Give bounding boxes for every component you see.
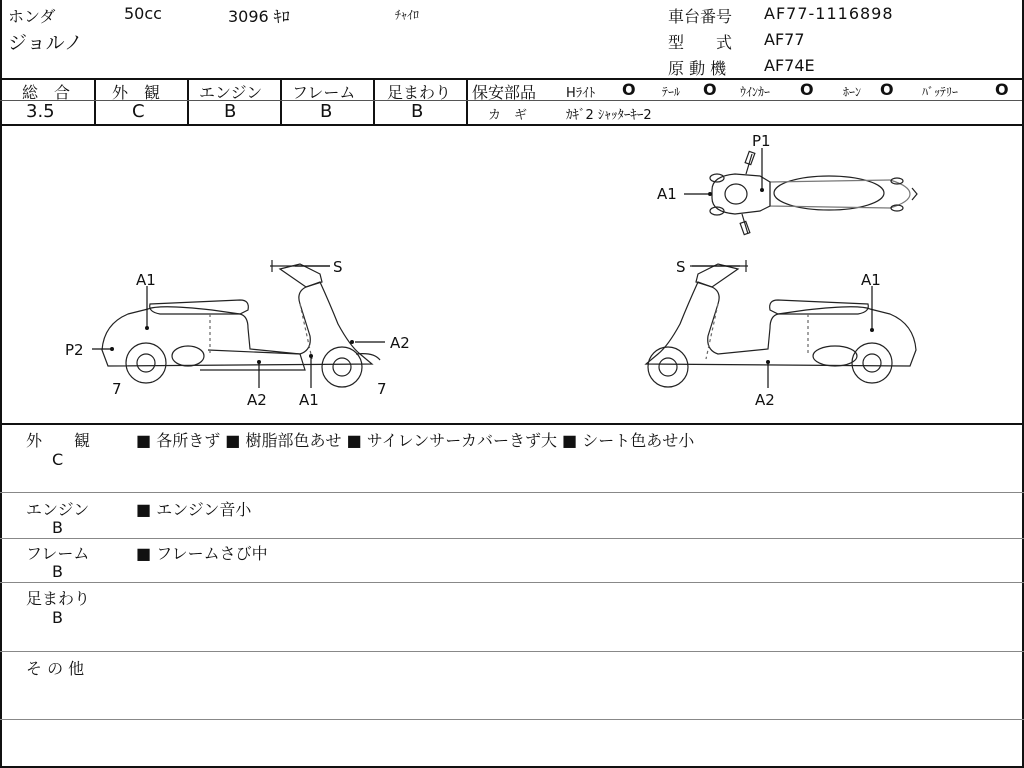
mark-left-a2-bottom: A2: [247, 391, 267, 409]
mark-right-a2: A2: [755, 391, 775, 409]
color: ﾁｬｲﾛ: [395, 8, 420, 22]
key-label: カ ギ: [488, 108, 528, 123]
mileage: 3096 ｷﾛ: [228, 7, 290, 26]
mark-dots: [110, 188, 874, 364]
damage-diagram: [0, 124, 1024, 424]
type-value: AF77: [764, 30, 805, 49]
grade-frame-label: フレーム: [292, 83, 356, 102]
notes-exterior-label: 外 観: [26, 431, 91, 450]
displacement: 50cc: [124, 4, 162, 23]
grade-exterior-label: 外 観: [112, 83, 161, 102]
notes-suspension-grade: B: [52, 608, 63, 627]
grade-suspension: B: [411, 101, 424, 122]
grade-suspension-label: 足まわり: [387, 83, 452, 102]
grade-overall-label: 総 合: [22, 83, 71, 102]
notes-engine-label: エンジン: [26, 500, 90, 519]
notes-exterior-text: ■ 各所きず ■ 樹脂部色あせ ■ サイレンサーカバーきず大 ■ シート色あせ小: [136, 431, 695, 450]
grade-engine: B: [224, 101, 237, 122]
tail-label: ﾃｰﾙ: [662, 85, 681, 99]
notes-exterior-grade: C: [52, 450, 64, 469]
notes-engine-grade: B: [52, 518, 63, 537]
type-label: 型 式: [668, 33, 733, 52]
mark-left-p2: P2: [65, 341, 84, 359]
key-value: ｶｷﾞ2 ｼｬｯﾀｰｷｰ2: [566, 108, 652, 123]
winker-label: ｳｲﾝｶｰ: [740, 85, 771, 99]
winker-mark: O: [800, 80, 814, 99]
leader-lines: [92, 148, 872, 388]
grade-frame: B: [320, 101, 333, 122]
notes-top-border: [0, 423, 1024, 425]
notes-frame-label: フレーム: [26, 544, 90, 563]
battery-mark: O: [995, 80, 1009, 99]
battery-label: ﾊﾞｯﾃﾘｰ: [922, 85, 959, 99]
maker: ホンダ: [8, 7, 56, 26]
headlight-mark: O: [622, 80, 636, 99]
mark-top-a1: A1: [657, 185, 677, 203]
safety-label: 保安部品: [472, 83, 537, 102]
mark-left-s: S: [333, 258, 343, 276]
engine-label: 原 動 機: [668, 59, 727, 78]
mark-left-a2-front: A2: [390, 334, 410, 352]
mark-right-s: S: [676, 258, 686, 276]
mark-top-p1: P1: [752, 132, 771, 150]
engine-value: AF74E: [764, 56, 815, 75]
frame-no-label: 車台番号: [668, 7, 733, 26]
grade-overall: 3.5: [26, 101, 55, 122]
notes-other-label: そ の 他: [26, 659, 85, 678]
model-name: ジョルノ: [8, 32, 83, 54]
mark-left-7-rear: 7: [112, 380, 122, 398]
grade-exterior: C: [132, 101, 145, 122]
mark-left-a1: A1: [136, 271, 156, 289]
frame-no: AF77-1116898: [764, 4, 894, 23]
top-view-scooter: [710, 151, 917, 234]
headlight-label: Hﾗｲﾄ: [566, 86, 596, 101]
grade-engine-label: エンジン: [199, 83, 263, 102]
notes-frame-grade: B: [52, 562, 63, 581]
mark-left-a1-bottom: A1: [299, 391, 319, 409]
mark-left-7-front: 7: [377, 380, 387, 398]
notes-engine-text: ■ エンジン音小: [136, 500, 252, 519]
mark-right-a1: A1: [861, 271, 881, 289]
horn-mark: O: [880, 80, 894, 99]
notes-suspension-label: 足まわり: [26, 589, 91, 608]
horn-label: ﾎｰﾝ: [843, 85, 862, 99]
tail-mark: O: [703, 80, 717, 99]
notes-frame-text: ■ フレームさび中: [136, 544, 268, 563]
